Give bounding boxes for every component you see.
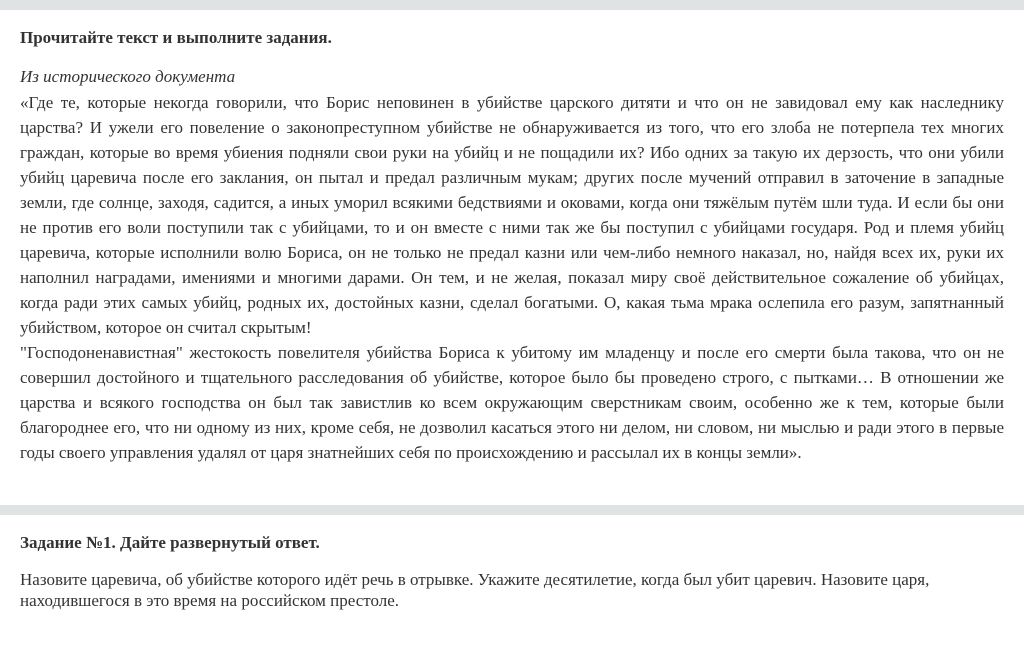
document-text [20,90,1004,465]
document-source-label: Из исторического документа [20,67,236,86]
document-paragraph: "Господоненавистная" жестокость повелителя убийства Бориса к убитому им младенцу и после его смерти была такова, что он не совершил достойного и тщательного расследования об убийстве, которое было бы проведено строго, с пытками… В отношении же царства и всякого господства он был так завистлив ко всем окружающим сверстникам своим, особенно же к тем, которые были благороднее его, что ни одному из них, кроме себя, не дозволил касаться этого ни делом, ни словом, ни мыслью и ради этого в первые годы своего управления удалял от царя знатнейших себя по происхождению и рассылал их в концы земли». [20,343,1004,462]
document-paragraph: «Где те, которые некогда говорили, что Борис неповинен в убийстве царского дитяти и что он не завидовал ему как наследнику царства? И ужели его повеление о законопреступном убийстве не обнаруживается из того, что его злоба не потерпела тех многих граждан, которые во время убиения подняли свои руки на убийц и не пощадили их? Ибо одних за такую их дерзость, что они убили убийц царевича после его заклания, он пытал и предал различным мукам; других после мучений отправил в заточение в западные земли, где солнце, заходя, садится, а иных уморил всякими бедствиями и оковами, когда они тяжёлым путём шли туда. И если бы они не против его воли поступили так с убийцами, то и он вместе с ними так же бы поступил с убийцами государя. Род и племя убийц царевича, которые исполнили волю Бориса, он не только не предал казни или чем-либо немного наказал, но, найдя всех их, руки их наполнил наградами, имениями и многими дарами. Он тем, и не желая, показал миру своё действительное сожаление об убийцах, когда ради этих самых убийц, родных их, достойных казни, сделал богатыми. О, какая тьма мрака ослепила его разум, запятнанный убийством, которое он считал скрытым! [20,93,1004,337]
task-title: Задание №1. Дайте развернутый ответ. [20,533,320,552]
reading-instruction: Прочитайте текст и выполните задания. [20,28,332,47]
task-panel [0,515,1024,645]
reading-panel [0,10,1024,505]
task-question: Назовите царевича, об убийстве которого идёт речь в отрывке. Укажите десятилетие, когда был убит царевич. Назовите царя, находившегося в это время на российском престоле. [20,570,930,610]
